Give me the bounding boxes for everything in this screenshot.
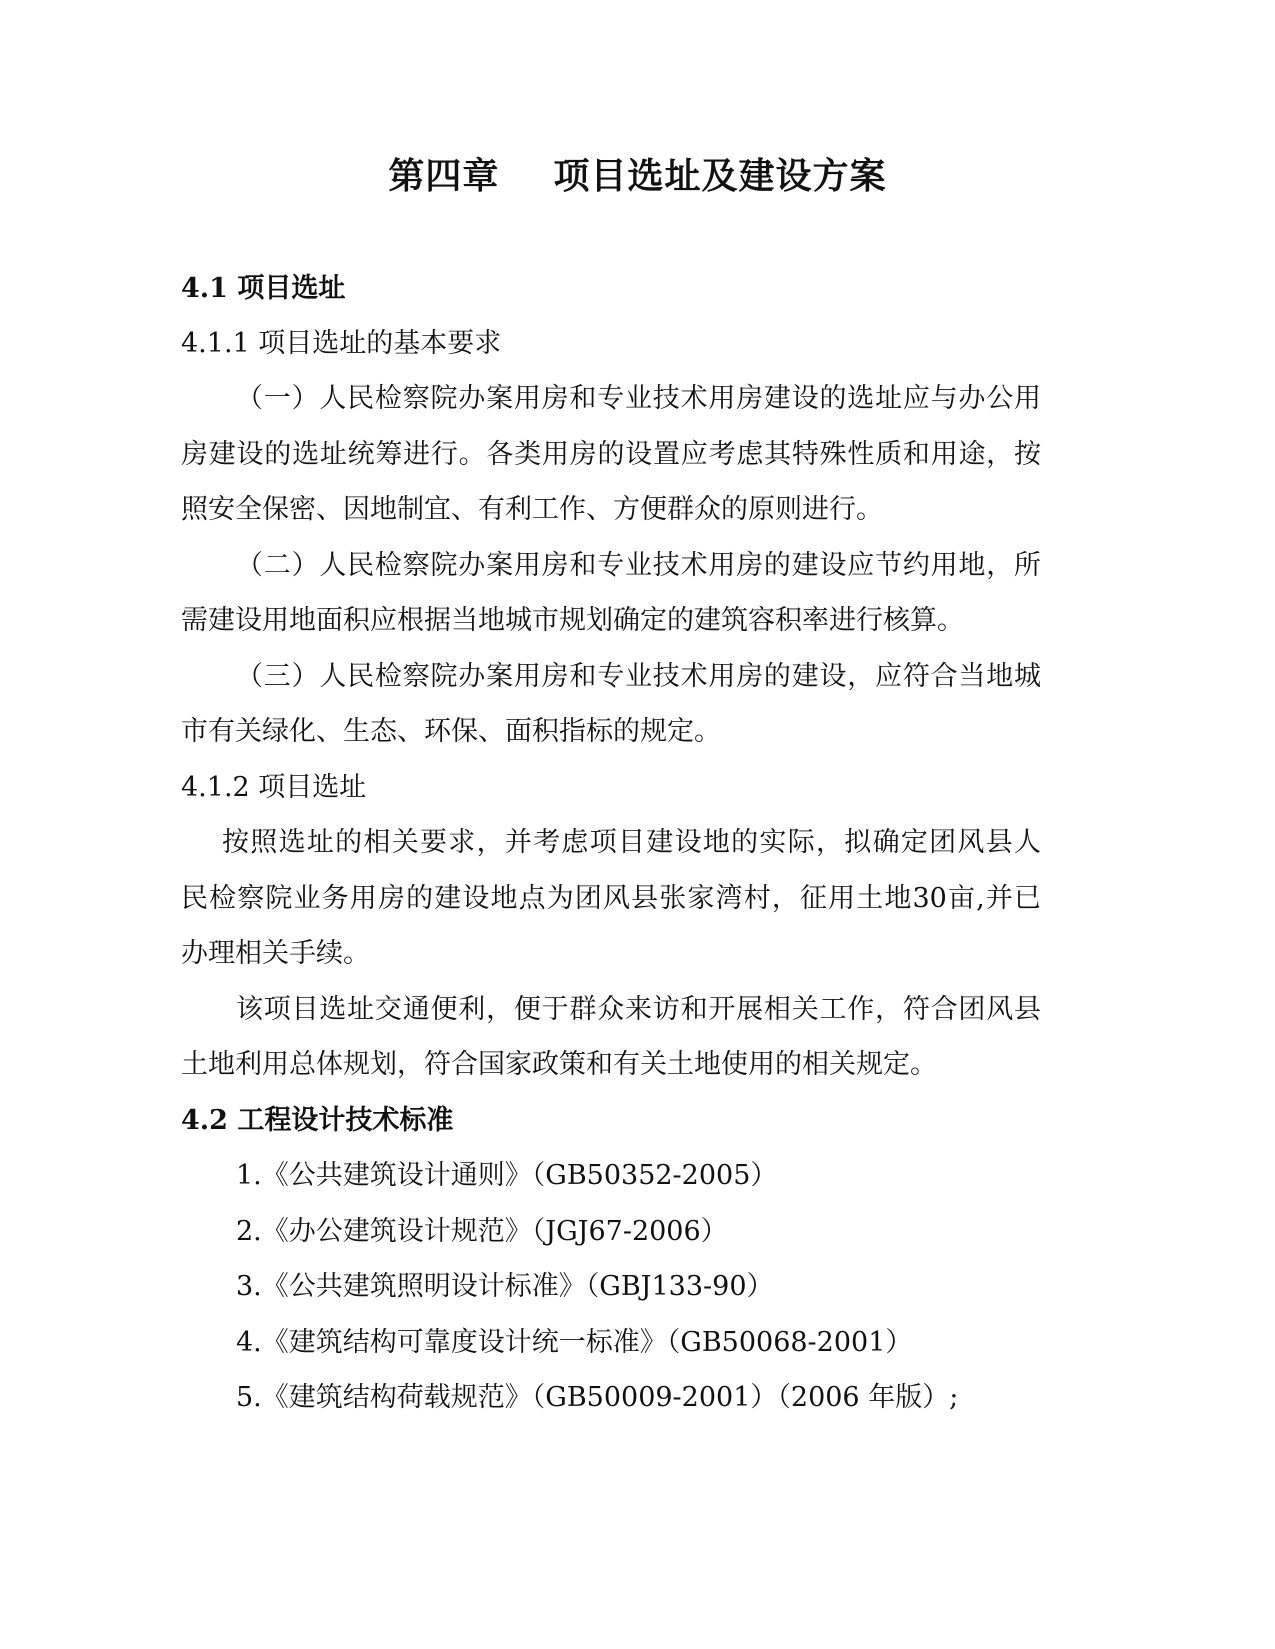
paragraph-4-line-2: 民检察院业务用房的建设地点为团风县张家湾村，征用土地30亩,并已 bbox=[181, 883, 1041, 914]
section-heading-4-2: 4.2 工程设计技术标准 bbox=[181, 1105, 454, 1136]
paragraph-3-line-2: 市有关绿化、生态、环保、面积指标的规定。 bbox=[181, 716, 721, 747]
standard-item: 1.《公共建筑设计通则》（GB50352-2005） bbox=[236, 1160, 778, 1191]
paragraph-1-line-2: 房建设的选址统筹进行。各类用房的设置应考虑其特殊性质和用途，按 bbox=[181, 439, 1041, 470]
paragraph-3-line-1: （三）人民检察院办案用房和专业技术用房的建设，应符合当地城 bbox=[236, 661, 1041, 692]
standard-item: 2.《办公建筑设计规范》（JGJ67-2006） bbox=[236, 1216, 728, 1247]
paragraph-2-line-2: 需建设用地面积应根据当地城市规划确定的建筑容积率进行核算。 bbox=[181, 605, 964, 636]
standard-item: 3.《公共建筑照明设计标准》（GBJ133-90） bbox=[236, 1271, 774, 1302]
paragraph-5-line-2: 土地利用总体规划，符合国家政策和有关土地使用的相关规定。 bbox=[181, 1049, 937, 1080]
chapter-title: 第四章 项目选址及建设方案 bbox=[388, 155, 887, 197]
paragraph-2-line-1: （二）人民检察院办案用房和专业技术用房的建设应节约用地，所 bbox=[236, 550, 1041, 581]
paragraph-1-line-1: （一）人民检察院办案用房和专业技术用房建设的选址应与办公用 bbox=[236, 383, 1041, 414]
paragraph-1-line-3: 照安全保密、因地制宜、有利工作、方便群众的原则进行。 bbox=[181, 494, 883, 525]
standard-item: 4.《建筑结构可靠度设计统一标准》（GB50068-2001） bbox=[236, 1327, 913, 1358]
standard-item: 5.《建筑结构荷载规范》（GB50009-2001）（2006 年版）; bbox=[236, 1382, 959, 1413]
paragraph-4-line-1: 按照选址的相关要求，并考虑项目建设地的实际，拟确定团风县人 bbox=[222, 827, 1041, 858]
paragraph-4-line-3: 办理相关手续。 bbox=[181, 938, 370, 969]
paragraph-5-line-1: 该项目选址交通便利，便于群众来访和开展相关工作，符合团风县 bbox=[236, 994, 1041, 1025]
subsection-heading-4-1-2: 4.1.2 项目选址 bbox=[181, 772, 367, 803]
section-heading-4-1: 4.1 项目选址 bbox=[181, 273, 346, 304]
subsection-heading-4-1-1: 4.1.1 项目选址的基本要求 bbox=[181, 328, 502, 359]
